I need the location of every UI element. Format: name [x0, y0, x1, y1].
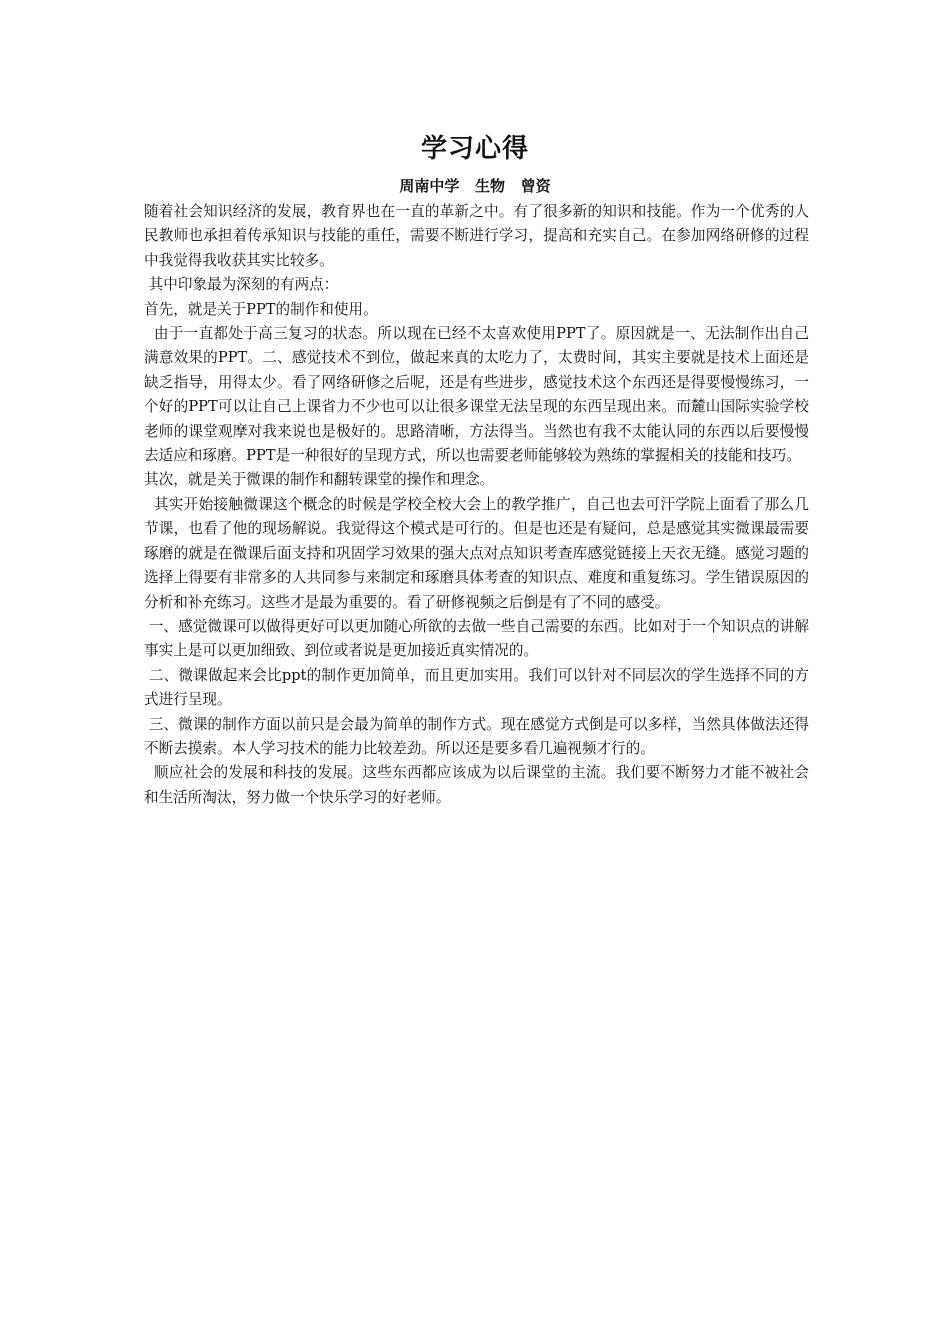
paragraph: 其次，就是关于微课的制作和翻转课堂的操作和理念。: [144, 471, 495, 489]
document-title: 学习心得: [420, 134, 529, 164]
author-byline: 周南中学 生物 曾资: [399, 177, 551, 195]
document-body: [144, 200, 809, 810]
paragraph: 顺应社会的发展和科技的发展。这些东西都应该成为以后课堂的主流。我们要不断努力才能不被社会和生活所淘汰，努力做一个快乐学习的好老师。: [144, 764, 809, 806]
paragraph: 随着社会知识经济的发展，教育界也在一直的革新之中。有了很多新的知识和技能。作为一个优秀的人民教师也承担着传承知识与技能的重任，需要不断进行学习，提高和充实自己。在参加网络研修的过程中我觉得我收获其实比较多。: [144, 203, 809, 269]
paragraph: 首先，就是关于PPT的制作和使用。: [144, 300, 378, 318]
paragraph: 由于一直都处于高三复习的状态。所以现在已经不太喜欢使用PPT了。原因就是一、无法制作出自己满意效果的PPT。二、感觉技术不到位，做起来真的太吃力了，太费时间，其实主要就是技术上面还是缺乏指导，用得太少。看了网络研修之后呢，还是有些进步，感觉技术这个东西还是得要慢慢练习，一个好的PPT可以让自己上课省力不少也可以让很多课堂无法呈现的东西呈现出来。而麓山国际实验学校老师的课堂观摩对我来说也是极好的。思路清晰，方法得当。当然也有我不太能认同的东西以后要慢慢去适应和琢磨。PPT是一种很好的呈现方式，所以也需要老师能够较为熟练的掌握相关的技能和技巧。: [144, 325, 809, 465]
paragraph: 三、微课的制作方面以前只是会最为简单的制作方式。现在感觉方式倒是可以多样，当然具体做法还得不断去摸索。本人学习技术的能力比较差劲。所以还是要多看几遍视频才行的。: [144, 715, 810, 757]
paragraph: 二、微课做起来会比ppt的制作更加简单，而且更加实用。我们可以针对不同层次的学生选择不同的方式进行呈现。: [144, 666, 809, 709]
paragraph: 其中印象最为深刻的有两点：: [144, 276, 339, 294]
paragraph: 一、感觉微课可以做得更好可以更加随心所欲的去做一些自己需要的东西。比如对于一个知识点的讲解事实上是可以更加细致、到位或者说是更加接近真实情况的。: [144, 617, 810, 660]
paragraph: 其实开始接触微课这个概念的时候是学校全校大会上的教学推广，自己也去可汗学院上面看了那么几节课，也看了他的现场解说。我觉得这个模式是可行的。但是也还是有疑问，总是感觉其实微课最需要琢磨的就是在微课后面支持和巩固学习效果的强大点对点知识考查库感觉链接上天衣无缝。感觉习题的选择上得要有非常多的人共同参与来制定和琢磨具体考查的知识点、难度和重复练习。学生错误原因的分析和补充练习。这些才是最为重要的。看了研修视频之后倒是有了不同的感受。: [144, 495, 809, 611]
